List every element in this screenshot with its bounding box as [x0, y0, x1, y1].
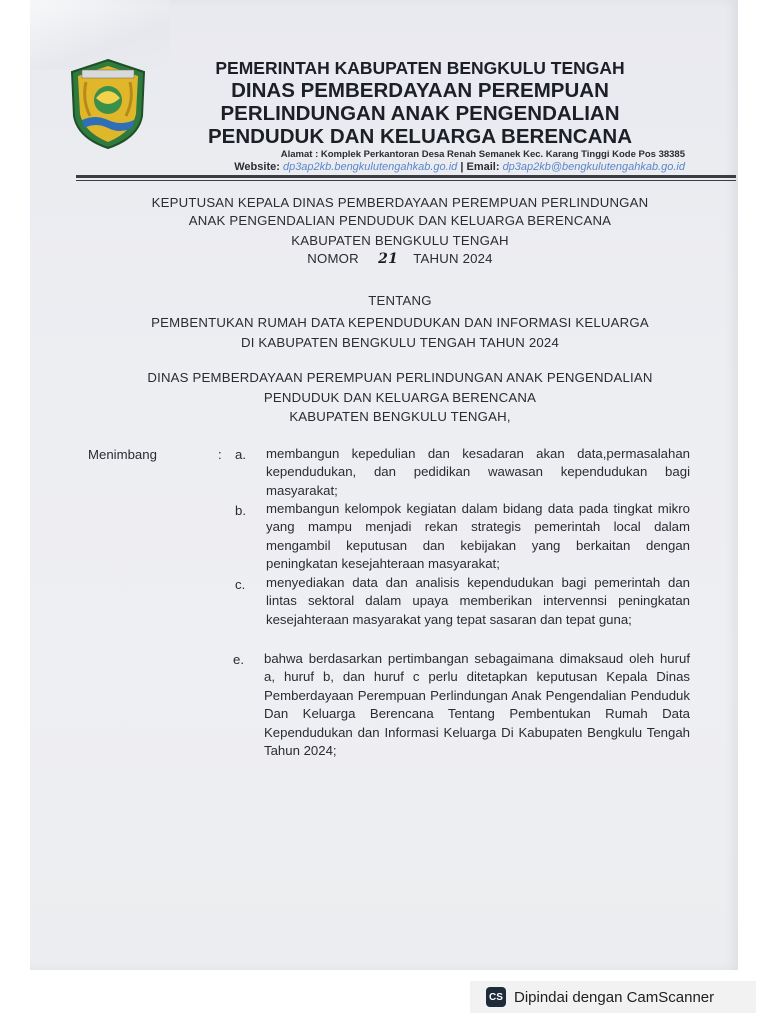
- decree-title-line3: KABUPATEN BENGKULU TENGAH: [291, 233, 509, 248]
- email-label: Email:: [466, 161, 500, 173]
- item-text-e: bahwa berdasarkan pertimbangan sebagaimana dimaksaud oleh huruf a, huruf b, dan huruf c perlu ditetapkan keputusan Kepala Dinas Pemberdayaan Perempuan Perlindungan Anak Pengendalian Penduduk Dan Keluarga Berencana Tentang Pembentukan Rumah Data Kependudukan dan Informasi Keluarga Di Kabupaten Bengkulu Tengah Tahun 2024;: [264, 651, 690, 759]
- decree-number-line: [70, 251, 730, 267]
- tentang-heading: TENTANG: [368, 293, 432, 308]
- nomor-label: NOMOR: [307, 251, 359, 266]
- item-text-b: membangun kelompok kegiatan dalam bidang data pada tingkat mikro yang mampu menjadi rekan strategis pemerintah local dalam mengambil keputusan dan kebijakan yang berkaitan dengan peningkatan kesejahteraan masyarakat;: [266, 501, 690, 572]
- item-letter-c: c.: [235, 577, 246, 592]
- menimbang-label: Menimbang: [88, 447, 157, 462]
- item-letter-a: a.: [235, 447, 246, 462]
- camscanner-icon: CS: [486, 987, 506, 1007]
- menimbang-colon: :: [218, 447, 222, 462]
- email-link[interactable]: dp3ap2kb@bengkulutengahkab.go.id: [502, 161, 685, 173]
- issuer-line2: PENDUDUK DAN KELUARGA BERENCANA: [263, 390, 537, 405]
- letterhead-rule-thick: [76, 175, 736, 178]
- decree-title-line1: KEPUTUSAN KEPALA DINAS PEMBERDAYAAN PEREMPUAN PERLINDUNGAN: [151, 195, 649, 210]
- subject-line1: PEMBENTUKAN RUMAH DATA KEPENDUDUKAN DAN INFORMASI KELUARGA: [151, 315, 649, 330]
- camscanner-text: Dipindai dengan CamScanner: [514, 988, 715, 1006]
- regency-emblem-icon: [68, 58, 148, 150]
- item-letter-b: b.: [235, 503, 246, 518]
- website-label: Website:: [234, 161, 280, 173]
- agency-title-line1: DINAS PEMBERDAYAAN PEREMPUAN: [231, 79, 609, 102]
- address-line: Alamat : Komplek Perkantoran Desa Renah Semanek Kec. Karang Tinggi Kode Pos 38385: [280, 149, 685, 160]
- issuer-line3: KABUPATEN BENGKULU TENGAH,: [289, 409, 511, 424]
- website-link[interactable]: dp3ap2kb.bengkulutengahkab.go.id: [282, 161, 458, 173]
- camscanner-watermark: [470, 981, 756, 1013]
- subject-line2: DI KABUPATEN BENGKULU TENGAH TAHUN 2024: [240, 335, 560, 350]
- item-text-c: menyediakan data dan analisis kependudukan bagi pemerintah dan lintas sektoral dalam upaya memberikan intervennsi peningkatan kesejahteraan masyarakat yang tepat sasaran dan tepat guna;: [266, 575, 690, 627]
- contact-separator: |: [460, 161, 464, 173]
- item-text-a: membangun kepedulian dan kesadaran akan data,permasalahan kependudukan, dan pedidikan wawasan kependudukan bagi masyarakat;: [266, 446, 690, 498]
- letterhead-rule-thin: [76, 180, 736, 181]
- tahun-text: TAHUN 2024: [413, 251, 493, 266]
- government-title: PEMERINTAH KABUPATEN BENGKULU TENGAH: [215, 58, 625, 78]
- agency-title-line3: PENDUDUK DAN KELUARGA BERENCANA: [207, 125, 633, 148]
- contact-line: [155, 161, 685, 173]
- item-letter-e: e.: [233, 652, 244, 667]
- issuer-line1: DINAS PEMBERDAYAAN PEREMPUAN PERLINDUNGAN ANAK PENGENDALIAN: [147, 370, 653, 385]
- decree-title-line2: ANAK PENGENDALIAN PENDUDUK DAN KELUARGA BERENCANA: [188, 213, 612, 228]
- document-page: [30, 0, 738, 970]
- nomor-value: 21: [378, 251, 399, 267]
- agency-title-line2: PERLINDUNGAN ANAK PENGENDALIAN: [220, 102, 620, 125]
